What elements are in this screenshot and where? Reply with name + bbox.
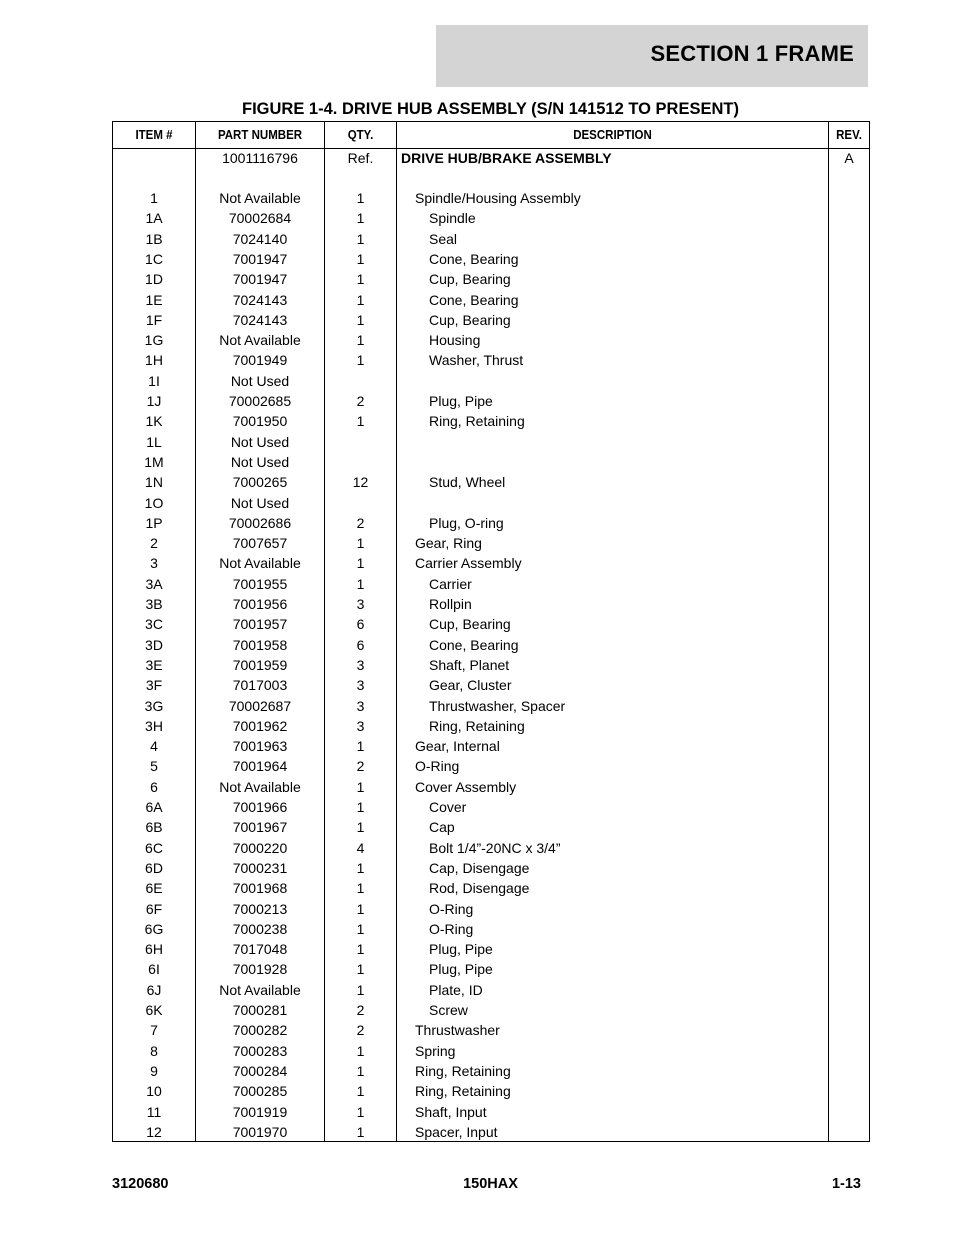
quantity: 1	[356, 555, 365, 572]
quantity: 1	[356, 535, 365, 552]
part-number: 70002686	[228, 514, 292, 531]
part-number: Not Available	[219, 778, 301, 795]
quantity: 1	[356, 250, 365, 267]
description: Gear, Cluster	[429, 677, 512, 694]
quantity: 1	[356, 900, 365, 917]
part-number: 7001968	[232, 880, 288, 897]
part-number: 7000213	[232, 900, 288, 917]
item-number: 1E	[145, 291, 163, 308]
part-number: 7000231	[232, 859, 288, 876]
quantity	[325, 452, 396, 472]
description: Cover Assembly	[415, 778, 517, 795]
description: Gear, Ring	[415, 535, 482, 552]
quantity	[325, 432, 396, 452]
quantity: 1	[356, 271, 365, 288]
description: Thrustwasher, Spacer	[429, 697, 566, 714]
quantity: 1	[356, 575, 365, 592]
description: O-Ring	[429, 900, 474, 917]
quantity: 12	[352, 474, 369, 491]
item-number: 3A	[145, 575, 163, 592]
item-number: 1J	[146, 393, 162, 409]
quantity: 4	[356, 839, 365, 856]
section-banner	[436, 25, 868, 87]
quantity: 1	[356, 738, 365, 755]
part-number: 7001950	[232, 413, 288, 430]
description: Housing	[429, 332, 481, 349]
assembly-description: DRIVE HUB/BRAKE ASSEMBLY	[401, 150, 612, 166]
part-number: 70002684	[228, 210, 292, 227]
description: Ring, Retaining	[429, 413, 525, 430]
item-number: 3B	[145, 596, 163, 612]
description: Cap	[429, 819, 455, 836]
quantity: 1	[356, 1062, 365, 1079]
quantity: 3	[356, 677, 365, 694]
description: Gear, Internal	[415, 738, 500, 755]
item-number: 9	[150, 1062, 158, 1079]
description: Cover	[429, 799, 467, 815]
item-number: 10	[146, 1083, 162, 1100]
item-number: 4	[150, 738, 158, 755]
part-number: Not Used	[230, 453, 290, 470]
part-number: 7001957	[232, 616, 288, 633]
item-number: 1G	[144, 332, 164, 349]
quantity: 1	[356, 1123, 365, 1140]
description: Cup, Bearing	[429, 616, 511, 633]
item-number: 11	[146, 1103, 162, 1120]
item-number: 2	[150, 535, 158, 552]
description: Cup, Bearing	[429, 271, 511, 288]
description: Plug, O-ring	[429, 514, 504, 531]
part-number: 7001959	[232, 656, 288, 673]
quantity: 6	[356, 616, 365, 633]
quantity: 2	[356, 1002, 365, 1018]
item-number: 1N	[145, 474, 163, 491]
footer-doc-number: 3120680	[112, 1176, 169, 1192]
description: Carrier Assembly	[415, 555, 522, 572]
part-number: 7024143	[232, 291, 288, 308]
description: Cone, Bearing	[429, 291, 519, 308]
quantity: 3	[356, 717, 365, 734]
part-number: 70002685	[228, 393, 292, 409]
part-number: Not Available	[219, 332, 301, 349]
item-number: 6K	[145, 1002, 163, 1018]
quantity: 1	[356, 920, 365, 937]
description: Spindle	[429, 210, 476, 227]
part-number: 7000283	[232, 1042, 288, 1059]
item-number: 1O	[144, 494, 164, 511]
description: Bolt 1/4”-20NC x 3/4”	[429, 839, 561, 856]
assembly-part-number: 1001116796	[222, 150, 298, 166]
description: Ring, Retaining	[415, 1083, 511, 1100]
part-number: 7024143	[232, 311, 288, 328]
part-number: 7001967	[232, 819, 288, 836]
description: Cone, Bearing	[429, 250, 519, 267]
quantity: 1	[356, 291, 365, 308]
figure-title: FIGURE 1-4. DRIVE HUB ASSEMBLY (S/N 141512 TO PRESENT)	[242, 100, 739, 118]
part-number: 7001947	[232, 271, 288, 288]
item-number: 1H	[145, 352, 163, 369]
item-number: 3D	[145, 636, 163, 653]
item-number: 6H	[145, 941, 163, 958]
quantity: 1	[356, 778, 365, 795]
quantity: 1	[356, 190, 365, 206]
item-number: 1A	[145, 210, 163, 227]
quantity: 1	[356, 230, 365, 247]
item-number: 1	[150, 190, 158, 206]
item-number: 3F	[145, 677, 163, 694]
item-number: 6D	[145, 859, 163, 876]
description: Spindle/Housing Assembly	[415, 190, 581, 206]
description: Stud, Wheel	[429, 474, 506, 491]
description: O-Ring	[429, 920, 474, 937]
part-number: 7000281	[232, 1002, 288, 1018]
description: Ring, Retaining	[429, 717, 525, 734]
description: Shaft, Planet	[429, 656, 510, 673]
part-number: 7001970	[232, 1123, 288, 1140]
part-number: 7001955	[232, 575, 288, 592]
item-number: 8	[150, 1042, 158, 1059]
quantity: 3	[356, 656, 365, 673]
item-number: 1B	[145, 230, 163, 247]
assembly-qty: Ref.	[347, 150, 374, 166]
item-number: 6I	[148, 961, 160, 978]
part-number: 7001956	[232, 596, 288, 612]
item-number: 3	[150, 555, 158, 572]
column-divider	[396, 122, 397, 1141]
description: Seal	[429, 230, 458, 247]
part-number: 7001958	[232, 636, 288, 653]
item-number: 3G	[144, 697, 164, 714]
quantity: 2	[356, 393, 365, 409]
part-number: Not Available	[219, 981, 301, 998]
table-header	[113, 122, 869, 149]
quantity: 1	[356, 961, 365, 978]
part-number: 7001966	[232, 799, 288, 815]
col-header-description: DESCRIPTION	[573, 128, 652, 142]
description: Spacer, Input	[415, 1123, 498, 1140]
part-number: 7000265	[232, 474, 288, 491]
part-number: 7001964	[232, 758, 288, 775]
quantity: 1	[356, 941, 365, 958]
item-number: 1P	[145, 514, 163, 531]
item-number: 5	[150, 758, 158, 775]
item-number: 6C	[145, 839, 163, 856]
item-number: 6E	[145, 880, 163, 897]
description: Spring	[415, 1042, 456, 1059]
description: Plug, Pipe	[429, 941, 493, 958]
quantity: 1	[356, 413, 365, 430]
quantity: 1	[356, 880, 365, 897]
footer-model: 150HAX	[463, 1176, 518, 1192]
part-number: 7000282	[232, 1022, 288, 1039]
description: O-Ring	[415, 758, 460, 775]
part-number: Not Available	[219, 190, 301, 206]
quantity: 1	[356, 981, 365, 998]
quantity: 1	[356, 799, 365, 815]
quantity: 1	[356, 1042, 365, 1059]
part-number: Not Used	[230, 494, 290, 511]
col-header-qty: QTY.	[347, 128, 374, 142]
quantity: 2	[356, 514, 365, 531]
footer-page-number: 1-13	[831, 1176, 861, 1192]
item-number: 1F	[145, 311, 163, 328]
description: Plug, Pipe	[429, 393, 493, 409]
quantity	[325, 493, 396, 513]
part-number: 7017003	[232, 677, 288, 694]
item-number: 6A	[145, 799, 163, 815]
part-number: 7001949	[232, 352, 288, 369]
description: Washer, Thrust	[429, 352, 524, 369]
column-divider	[828, 122, 829, 1141]
item-number: 1M	[144, 453, 164, 470]
part-number: 7000238	[232, 920, 288, 937]
quantity: 1	[356, 819, 365, 836]
part-number: Not Used	[230, 372, 290, 389]
part-number: 7001919	[232, 1103, 288, 1120]
quantity: 6	[356, 636, 365, 653]
part-number: Not Used	[230, 433, 290, 450]
item-number: 1D	[145, 271, 163, 288]
quantity: 3	[356, 596, 365, 612]
description: Rod, Disengage	[429, 880, 530, 897]
quantity: 1	[356, 332, 365, 349]
item-number: 1I	[148, 372, 160, 389]
item-number: 6G	[144, 920, 164, 937]
section-title: SECTION 1 FRAME	[650, 41, 854, 66]
quantity: 1	[356, 311, 365, 328]
description: Cup, Bearing	[429, 311, 511, 328]
item-number: 6B	[145, 819, 163, 836]
item-number: 6F	[145, 900, 163, 917]
item-number: 1K	[145, 413, 163, 430]
item-number: 7	[150, 1022, 158, 1039]
item-number: 3E	[145, 656, 163, 673]
description: Plug, Pipe	[429, 961, 493, 978]
quantity	[325, 371, 396, 391]
part-number: 7024140	[232, 230, 288, 247]
item-number: 1L	[146, 433, 162, 450]
item-number: 12	[146, 1123, 162, 1140]
description: Cap, Disengage	[429, 859, 530, 876]
description: Screw	[429, 1002, 468, 1018]
parts-table	[112, 121, 870, 1142]
part-number: 70002687	[228, 697, 292, 714]
item-number: 3H	[145, 717, 163, 734]
quantity: 1	[356, 352, 365, 369]
part-number: 7001928	[232, 961, 288, 978]
item-number: 3C	[145, 616, 163, 633]
description: Rollpin	[429, 596, 472, 612]
part-number: Not Available	[219, 555, 301, 572]
quantity: 1	[356, 1103, 365, 1120]
part-number: 7001963	[232, 738, 288, 755]
description: Plate, ID	[429, 981, 483, 998]
quantity: 2	[356, 758, 365, 775]
part-number: 7007657	[232, 535, 288, 552]
quantity: 1	[356, 210, 365, 227]
col-header-rev: REV.	[836, 128, 862, 142]
description: Thrustwasher	[415, 1022, 500, 1039]
item-number: 6J	[146, 981, 162, 998]
part-number: 7000285	[232, 1083, 288, 1100]
quantity: 2	[356, 1022, 365, 1039]
part-number: 7001947	[232, 250, 288, 267]
description: Cone, Bearing	[429, 636, 519, 653]
part-number: 7017048	[232, 941, 288, 958]
item-number: 1C	[145, 250, 163, 267]
description: Shaft, Input	[415, 1103, 487, 1120]
part-number: 7000220	[232, 839, 288, 856]
quantity: 1	[356, 859, 365, 876]
assembly-rev: A	[844, 150, 854, 166]
description: Ring, Retaining	[415, 1062, 511, 1079]
part-number: 7001962	[232, 717, 288, 734]
col-header-part-number: PART NUMBER	[217, 128, 303, 142]
part-number: 7000284	[232, 1062, 288, 1079]
col-header-item: ITEM #	[135, 128, 173, 142]
description: Carrier	[429, 575, 472, 592]
item-number: 6	[150, 778, 158, 795]
quantity: 3	[356, 697, 365, 714]
quantity: 1	[356, 1083, 365, 1100]
